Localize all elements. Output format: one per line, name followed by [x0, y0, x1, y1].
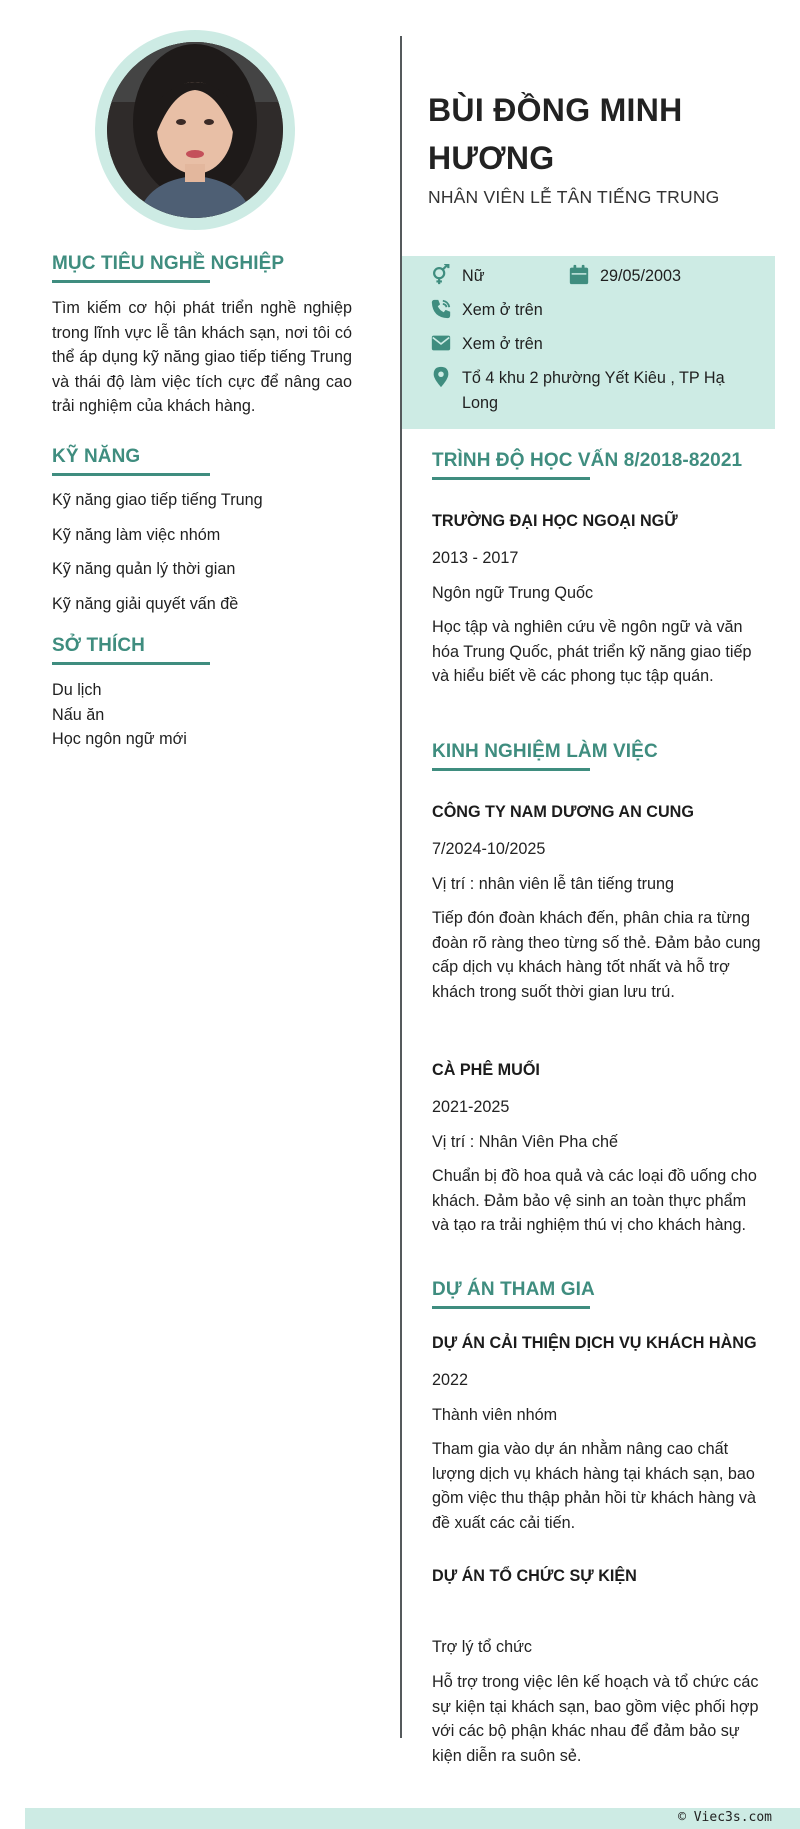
experience-section [432, 741, 760, 771]
education-underline [432, 477, 590, 480]
projects-underline [432, 1306, 590, 1309]
project-name: DỰ ÁN CẢI THIỆN DỊCH VỤ KHÁCH HÀNG [432, 1334, 757, 1352]
calendar-icon [568, 264, 590, 286]
footer-watermark[interactable]: © Viec3s.com [678, 1810, 772, 1825]
experience-role: Vị trí : nhân viên lễ tân tiếng trung [432, 875, 675, 893]
experience-period: 7/2024-10/2025 [432, 840, 546, 858]
objective-underline [52, 280, 210, 283]
skill-item: Kỹ năng quản lý thời gian [52, 560, 236, 578]
contact-phone [430, 298, 543, 323]
skill-item: Kỹ năng giải quyết vấn đề [52, 594, 239, 613]
experience-description: Chuẩn bị đồ hoa quả và các loại đồ uống cho khách. Đảm bảo vệ sinh an toàn thực phẩm và tạo ra trải nghiệm thú vị cho khách hàng. [432, 1167, 757, 1235]
project-description: Tham gia vào dự án nhằm nâng cao chất lượng dịch vụ khách hàng tại khách sạn, bao gồm việc thu thập phản hồi từ khách hàng và đề xuất các cải tiến. [432, 1440, 757, 1532]
project-role: Thành viên nhóm [432, 1406, 558, 1424]
hobbies-underline [52, 662, 210, 665]
project-description: Hỗ trợ trong việc lên kế hoạch và tổ chức các sự kiện tại khách sạn, bao gồm việc phối hợp với các bộ phận khác nhau để đảm bảo sự kiện diễn ra suôn sẻ. [432, 1673, 759, 1765]
contact-email [430, 332, 543, 357]
projects-title: DỰ ÁN THAM GIA [432, 1279, 595, 1300]
skill-item: Kỹ năng làm việc nhóm [52, 525, 221, 544]
hobby-item: Học ngôn ngữ mới [52, 730, 187, 749]
skills-list [52, 488, 352, 626]
objective-text: Tìm kiếm cơ hội phát triển nghề nghiệp trong lĩnh vực lễ tân khách sạn, nơi tôi có thể áp dụng kỹ năng giao tiếp tiếng Trung và thái độ làm việc tích cực để nâng cao trải nghiệm của khách hàng. [52, 299, 352, 416]
hobby-item: Du lịch [52, 681, 102, 699]
skills-title: KỸ NĂNG [52, 446, 141, 467]
avatar [107, 42, 283, 218]
hobbies-list [52, 678, 352, 752]
hobbies-title: SỞ THÍCH [52, 635, 146, 656]
candidate-name: BÙI ĐỒNG MINH HƯƠNG [428, 92, 683, 176]
phone-icon [430, 298, 452, 320]
skills-section [52, 446, 352, 626]
experience-underline [432, 768, 590, 771]
location-icon [430, 366, 452, 388]
experience-role: Vị trí : Nhân Viên Pha chế [432, 1133, 618, 1151]
contact-panel [402, 256, 775, 429]
education-description: Học tập và nghiên cứu về ngôn ngữ và văn hóa Trung Quốc, phát triển kỹ năng giao tiếp và hiểu biết về các phong tục tập quán. [432, 618, 752, 686]
gender-icon [430, 264, 452, 286]
email-icon [430, 332, 452, 354]
experience-company: CÀ PHÊ MUỐI [432, 1061, 540, 1079]
contact-gender [430, 264, 485, 289]
education-major: Ngôn ngữ Trung Quốc [432, 584, 594, 602]
project-year: 2022 [432, 1371, 469, 1389]
contact-address-value: Tổ 4 khu 2 phường Yết Kiêu , TP Hạ Long [462, 369, 725, 412]
projects-section [432, 1279, 760, 1309]
experience-company: CÔNG TY NAM DƯƠNG AN CUNG [432, 803, 694, 821]
education-title: TRÌNH ĐỘ HỌC VẤN 8/2018-82021 [432, 450, 743, 471]
project-role: Trợ lý tổ chức [432, 1638, 533, 1656]
hobby-item: Nấu ăn [52, 705, 105, 724]
objective-section [52, 253, 352, 419]
contact-gender-value: Nữ [462, 267, 485, 285]
footer-bar [25, 1808, 800, 1829]
experience-description: Tiếp đón đoàn khách đến, phân chia ra từng đoàn rõ ràng theo từng số thẻ. Đảm bảo cung cấp dịch vụ khách hàng tốt nhất và hỗ trợ khách trong suốt thời gian lưu trú. [432, 909, 761, 1001]
education-period: 2013 - 2017 [432, 549, 519, 567]
experience-title: KINH NGHIỆM LÀM VIỆC [432, 741, 658, 762]
hobbies-section [52, 635, 352, 752]
skill-item: Kỹ năng giao tiếp tiếng Trung [52, 491, 263, 509]
education-school: TRƯỜNG ĐẠI HỌC NGOẠI NGỮ [432, 512, 678, 530]
objective-title: MỤC TIÊU NGHỀ NGHIỆP [52, 253, 285, 274]
skills-underline [52, 473, 210, 476]
contact-birthday-value: 29/05/2003 [600, 267, 682, 285]
contact-birthday [568, 264, 681, 289]
contact-address [430, 366, 750, 415]
education-section [432, 450, 760, 480]
candidate-position: NHÂN VIÊN LỄ TÂN TIẾNG TRUNG [428, 187, 720, 207]
experience-period: 2021-2025 [432, 1098, 510, 1116]
contact-phone-value: Xem ở trên [462, 301, 543, 319]
contact-email-value: Xem ở trên [462, 335, 543, 353]
project-name: DỰ ÁN TỔ CHỨC SỰ KIỆN [432, 1567, 637, 1585]
